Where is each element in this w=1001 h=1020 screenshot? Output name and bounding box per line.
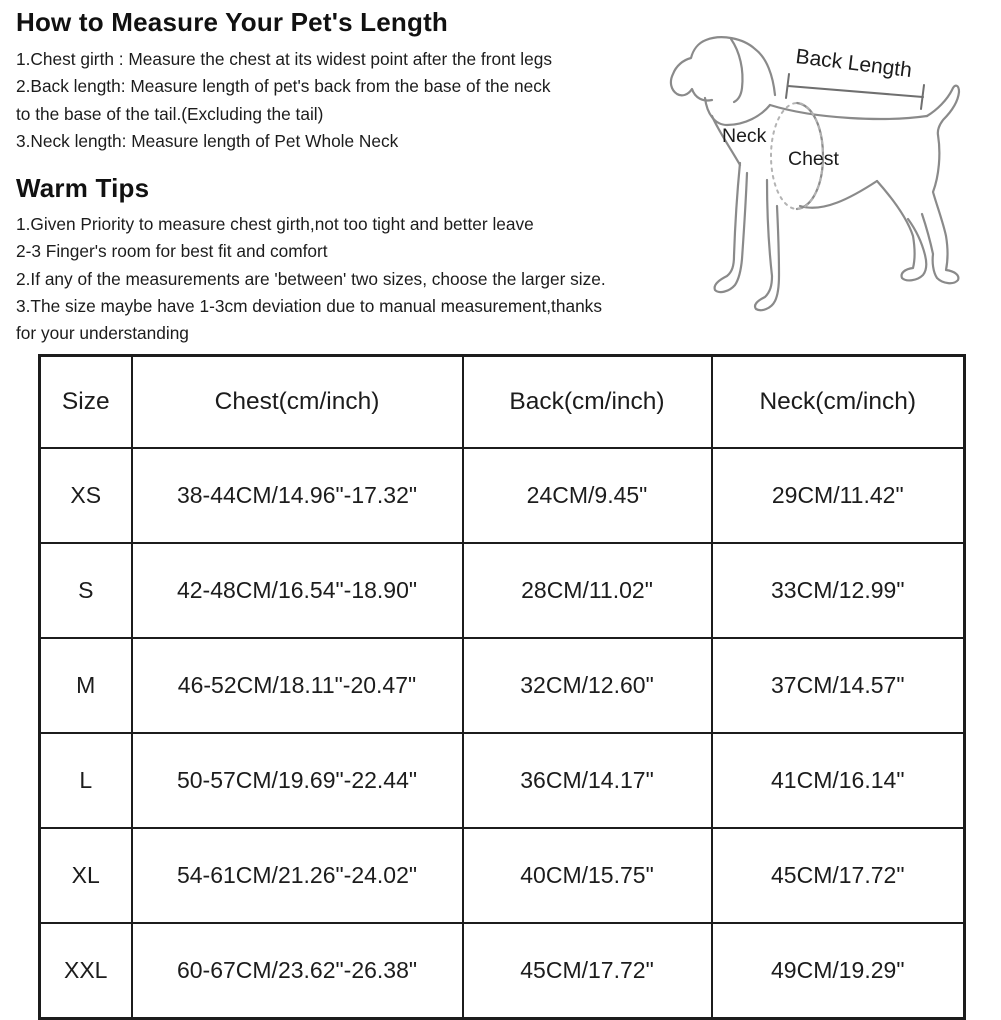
instruction-line: 1.Chest girth : Measure the chest at its widest point after the front legs — [16, 49, 552, 69]
back-cell: 40CM/15.75" — [463, 828, 712, 923]
table-row-xs — [40, 448, 965, 543]
chest-cell: 60-67CM/23.62"-26.38" — [132, 923, 463, 1019]
neck-cell: 29CM/11.42" — [712, 448, 965, 543]
back-cell: 28CM/11.02" — [463, 543, 712, 638]
dog-ear-line — [731, 39, 743, 102]
warm-tips-title: Warm Tips — [16, 173, 150, 203]
chest-cell: 38-44CM/14.96"-17.32" — [132, 448, 463, 543]
chest-cell: 42-48CM/16.54"-18.90" — [132, 543, 463, 638]
dog-back-line — [770, 105, 927, 119]
instruction-line: 2.Back length: Measure length of pet's back from the base of the neck — [16, 76, 551, 97]
tip-line: 1.Given Priority to measure chest girth,not too tight and better leave — [16, 214, 534, 234]
size-cell: XS — [40, 448, 132, 543]
size-cell: XL — [40, 828, 132, 923]
table-row-xl — [40, 828, 965, 923]
size-cell: L — [40, 733, 132, 828]
table-row-m — [40, 638, 965, 733]
dog-front-leg-near — [715, 163, 747, 292]
table-header-row — [40, 356, 965, 449]
warm-tips-list — [16, 211, 606, 347]
back-cell: 24CM/9.45" — [463, 448, 712, 543]
chest-label: Chest — [788, 148, 839, 170]
chest-cell: 54-61CM/21.26"-24.02" — [132, 828, 463, 923]
table-row-s — [40, 543, 965, 638]
neck-cell: 37CM/14.57" — [712, 638, 965, 733]
header-neck: Neck(cm/inch) — [712, 356, 965, 449]
header-chest: Chest(cm/inch) — [132, 356, 463, 449]
chest-cell: 46-52CM/18.11"-20.47" — [132, 638, 463, 733]
back-cell: 45CM/17.72" — [463, 923, 712, 1019]
instruction-line: to the base of the tail.(Excluding the tail) — [16, 103, 324, 124]
dog-hind-leg-near — [877, 181, 926, 280]
neck-cell: 33CM/12.99" — [712, 543, 965, 638]
size-cell: S — [40, 543, 132, 638]
neck-cell: 45CM/17.72" — [712, 828, 965, 923]
how-to-measure-instructions — [16, 46, 552, 155]
dog-hind-leg-far — [922, 135, 958, 283]
back-cell: 36CM/14.17" — [463, 733, 712, 828]
dog-front-leg-far — [755, 180, 779, 310]
how-to-measure-title: How to Measure Your Pet's Length — [16, 7, 449, 37]
tip-line: 2-3 Finger's room for best fit and comfort — [16, 241, 328, 262]
size-cell: XXL — [40, 923, 132, 1019]
dog-head-outline — [671, 37, 775, 100]
size-cell: M — [40, 638, 132, 733]
tip-line: 2.If any of the measurements are 'between' two sizes, choose the larger size. — [16, 268, 606, 289]
tip-line: for your understanding — [16, 323, 189, 344]
neck-label: Neck — [722, 125, 767, 147]
tip-line: 3.The size maybe have 1-3cm deviation due to manual measurement,thanks — [16, 295, 602, 316]
back-cell: 32CM/12.60" — [463, 638, 712, 733]
header-size: Size — [40, 356, 132, 449]
dog-measurement-diagram — [655, 8, 1001, 322]
dog-tail — [927, 86, 959, 135]
dog-belly-line — [800, 181, 877, 208]
neck-cell: 49CM/19.29" — [712, 923, 965, 1019]
table-row-xxl — [40, 923, 965, 1019]
table-row-l — [40, 733, 965, 828]
size-chart-table — [38, 354, 966, 1020]
back-length-label: Back Length — [794, 45, 914, 83]
neck-cell: 41CM/16.14" — [712, 733, 965, 828]
chest-cell: 50-57CM/19.69"-22.44" — [132, 733, 463, 828]
instruction-line: 3.Neck length: Measure length of Pet Whole Neck — [16, 130, 399, 151]
header-back: Back(cm/inch) — [463, 356, 712, 449]
